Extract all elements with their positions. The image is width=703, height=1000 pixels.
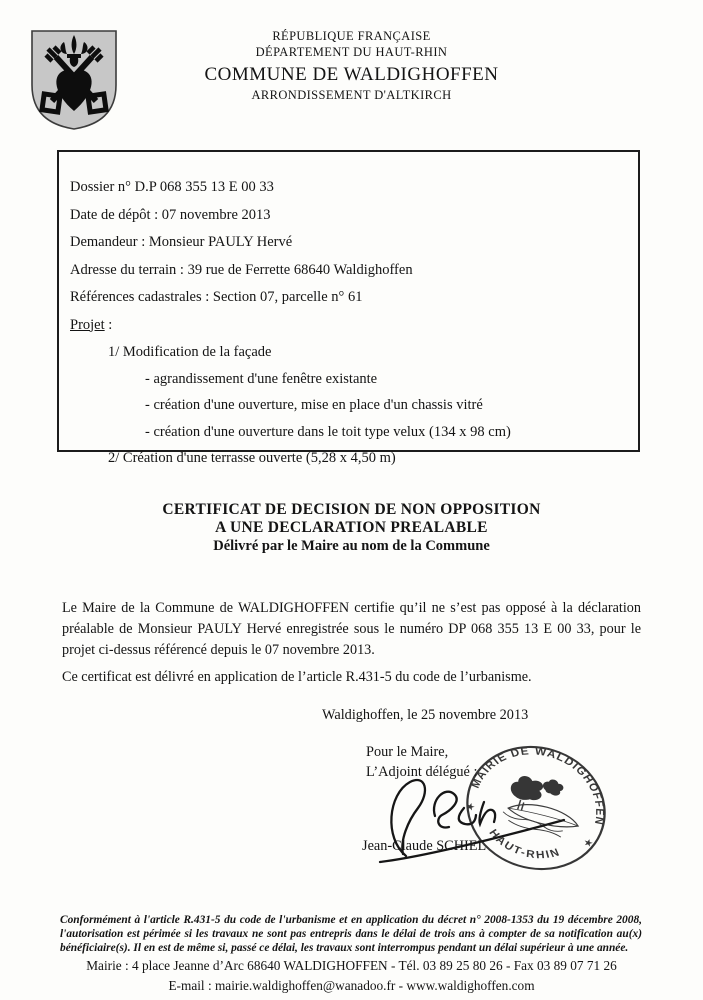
certificate-title — [0, 501, 703, 555]
terrain-address-line: Adresse du terrain : 39 rue de Ferrette 68640 Waldighoffen — [70, 261, 413, 278]
adjoint-delegue-label: L’Adjoint délégué : — [366, 764, 478, 780]
header-department: DÉPARTEMENT DU HAUT-RHIN — [255, 45, 448, 59]
stamp-star-right: ★ — [583, 837, 594, 849]
project-label: Projet — [70, 316, 105, 333]
footer-address-line: Mairie : 4 place Jeanne d’Arc 68640 WALDIGHOFFEN - Tél. 03 89 25 80 26 - Fax 03 89 07 71 26 — [86, 958, 617, 973]
header-arrondissement: ARRONDISSEMENT D'ALTKIRCH — [251, 88, 452, 103]
pour-le-maire-label: Pour le Maire, — [366, 744, 449, 760]
project-subitem-3: - création d'une ouverture dans le toit type velux (134 x 98 cm) — [145, 423, 511, 440]
footer-email-line: E-mail : mairie.waldighoffen@wanadoo.fr - www.waldighoffen.com — [168, 978, 535, 993]
dossier-box — [57, 150, 640, 466]
header-republic: RÉPUBLIQUE FRANÇAISE — [272, 29, 431, 43]
project-label-colon: : — [104, 316, 113, 333]
project-subitem-2: - création d'une ouverture, mise en place d'un chassis vitré — [145, 397, 483, 413]
svg-text:HAUT-RHIN — [482, 825, 565, 869]
project-item-1: 1/ Modification de la façade — [108, 344, 272, 360]
legal-notice: Conformément à l'article R.431-5 du code de l'urbanisme et en application du décret n° 2008-1353 du 19 décembre 2008, l'autorisation est périmée si les travaux ne sont pas entrepris dans le délai de trois ans à compter de sa notification au(x) bénéficiaire(s). Il en est de même si, passé ce délai, les travaux sont interrompus pendant un délai supérieur à une année. — [60, 914, 642, 954]
letterhead — [0, 28, 703, 103]
deposit-date-line: Date de dépôt : 07 novembre 2013 — [70, 206, 271, 223]
signatory-name: Jean-Claude SCHIEL — [362, 838, 487, 854]
certificate-title-line2: A UNE DECLARATION PREALABLE — [215, 519, 488, 537]
svg-text:MAIRIE DE WALDIGHOFFEN — [469, 729, 622, 828]
project-label-line — [70, 317, 626, 334]
project-item-2: 2/ Création d'une terrasse ouverte (5,28 x 4,50 m) — [108, 450, 396, 466]
dossier-number-line: Dossier n° D.P 068 355 13 E 00 33 — [70, 179, 274, 195]
certificate-body-paragraph: Le Maire de la Commune de WALDIGHOFFEN certifie qu’il ne s’est pas opposé à la déclaration préalable de Monsieur PAULY Hervé enregistrée sous le numéro DP 068 355 13 E 00 33, pour le projet ci-dessus référencé depuis le 07 novembre 2013. — [62, 600, 641, 659]
stamp-arc-bottom-text: HAUT-RHIN — [486, 827, 563, 862]
header-commune: COMMUNE DE WALDIGHOFFEN — [204, 64, 499, 85]
certificate-title-line1: CERTIFICAT DE DECISION DE NON OPPOSITION — [162, 501, 541, 518]
applicant-line: Demandeur : Monsieur PAULY Hervé — [70, 234, 293, 250]
cadastral-references-line: Références cadastrales : Section 07, parcelle n° 61 — [70, 289, 363, 305]
stamp-arc-top-text: MAIRIE DE WALDIGHOFFEN — [469, 745, 606, 827]
certificate-application-paragraph: Ce certificat est délivré en application de l’article R.431-5 du code de l’urbanisme. — [62, 669, 532, 686]
stamp-star-left: ★ — [464, 800, 476, 813]
project-subitem-1: - agrandissement d'une fenêtre existante — [145, 370, 378, 387]
stamp-center-scene — [500, 768, 589, 842]
footer-block — [0, 956, 703, 996]
certificate-title-subtitle: Délivré par le Maire au nom de la Commune — [213, 537, 490, 554]
place-date-line: Waldighoffen, le 25 novembre 2013 — [322, 707, 529, 723]
